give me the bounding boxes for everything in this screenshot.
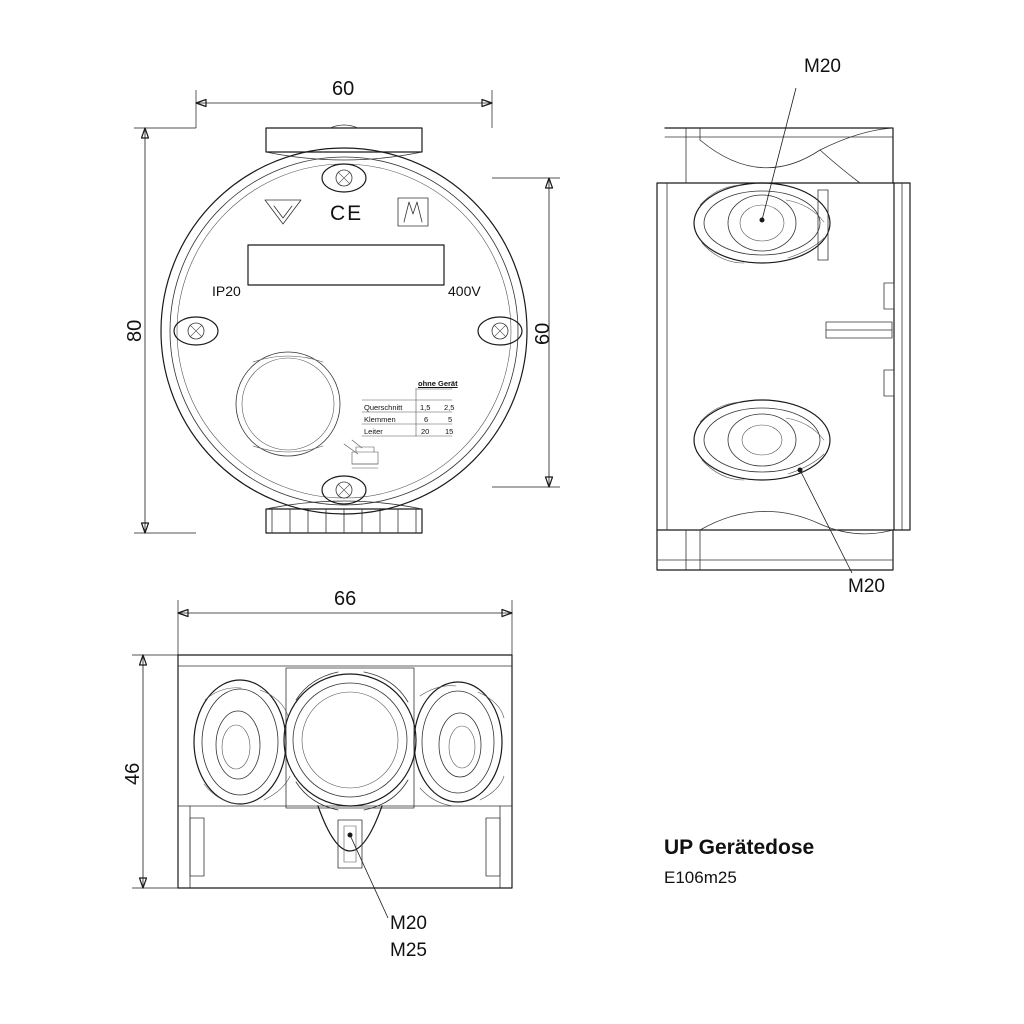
top-view-callout-m25: M25 bbox=[390, 940, 427, 961]
spec-table-title: ohne Gerät bbox=[418, 379, 458, 388]
spec-row-2-value-1: 20 bbox=[421, 427, 430, 436]
voltage-label: 400V bbox=[448, 283, 481, 299]
spec-row-1-label: Klemmen bbox=[364, 415, 396, 424]
side-view-callout-m20-bottom: M20 bbox=[848, 576, 885, 597]
spec-row-1-value-1: 6 bbox=[424, 415, 429, 424]
ip-rating-label: IP20 bbox=[212, 283, 241, 299]
spec-row-0-label: Querschnitt bbox=[364, 403, 403, 412]
front-view-geometry bbox=[134, 90, 560, 533]
top-height-dimension: 46 bbox=[122, 762, 144, 785]
front-width-dimension: 60 bbox=[332, 78, 355, 100]
front-height-dimension: 80 bbox=[124, 319, 146, 342]
drawing-article-number: E106m25 bbox=[664, 868, 737, 887]
spec-row-2-label: Leiter bbox=[364, 427, 383, 436]
spec-row-0-value-2: 2,5 bbox=[444, 403, 455, 412]
side-view-callout-m20-top: M20 bbox=[804, 56, 841, 77]
top-width-dimension: 66 bbox=[334, 588, 357, 610]
spec-row-0-value-1: 1,5 bbox=[420, 403, 431, 412]
top-view-geometry bbox=[132, 600, 512, 918]
drawing-title: UP Gerätedose bbox=[664, 836, 815, 859]
side-view-geometry bbox=[657, 88, 910, 573]
front-inner-height-dimension: 60 bbox=[532, 322, 554, 345]
spec-row-2-value-2: 15 bbox=[445, 427, 454, 436]
ce-mark-icon: CE bbox=[330, 202, 364, 225]
spec-row-1-value-2: 5 bbox=[448, 415, 453, 424]
top-view-callout-m20: M20 bbox=[390, 913, 427, 934]
